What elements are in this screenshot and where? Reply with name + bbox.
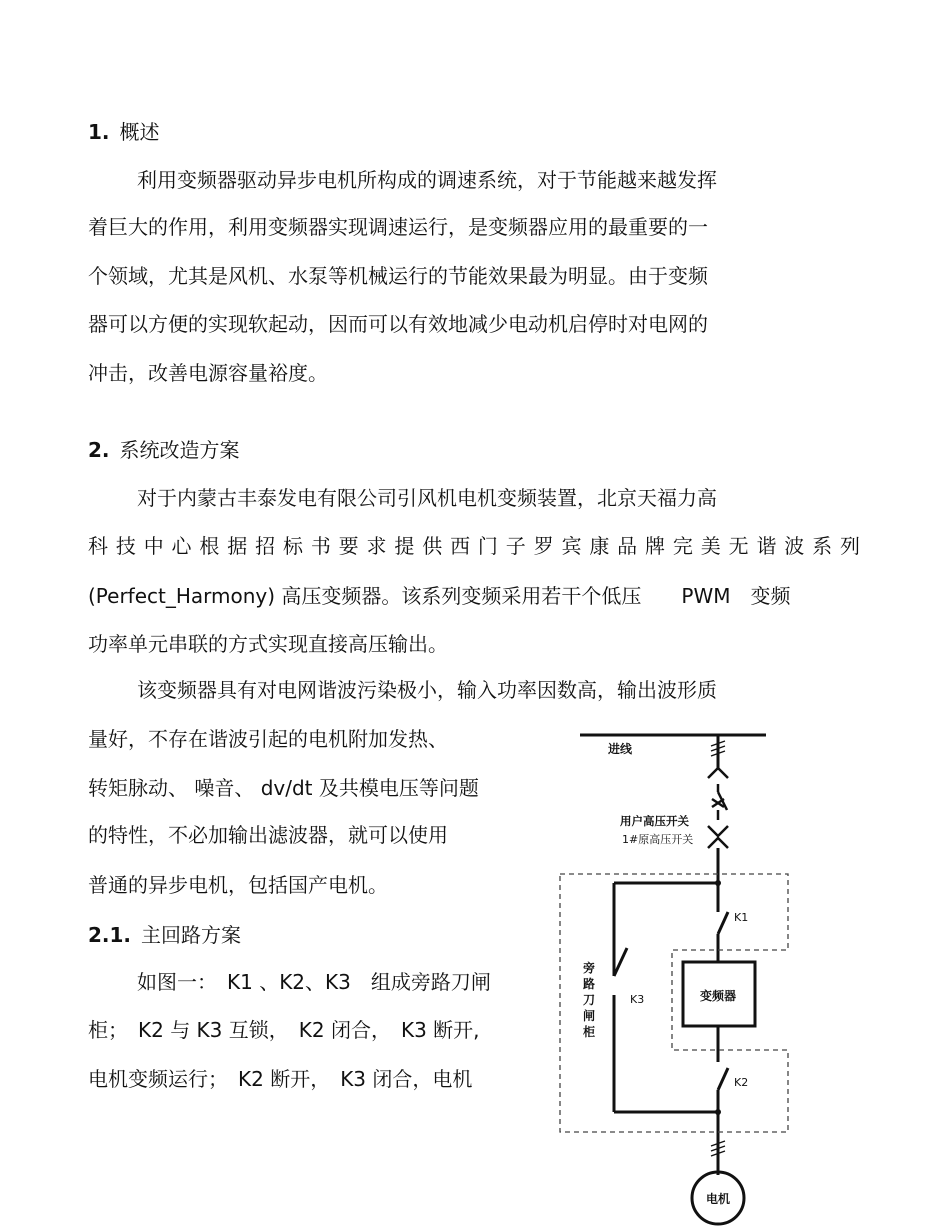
label-motor: 电机 xyxy=(706,1192,731,1206)
plan2-line-4: 的特性，不必加输出滤波器，就可以使用 xyxy=(88,823,448,847)
k1-switch-blade xyxy=(718,912,728,934)
overview-line-4: 器可以方便的实现软起动，因而可以有效地减少电动机启停时对电网的 xyxy=(88,312,708,336)
junction-dot xyxy=(715,1109,721,1115)
plan1-line-4: 功率单元串联的方式实现直接高压输出。 xyxy=(88,632,448,656)
section-heading-overview xyxy=(88,120,160,144)
label-k2: K2 xyxy=(734,1076,749,1089)
section-number: 1. xyxy=(88,120,110,144)
section-title: 系统改造方案 xyxy=(119,438,240,462)
plan2-line-5: 普通的异步电机，包括国产电机。 xyxy=(88,873,388,897)
main-circuit-line-1: 如图一： K1 、K2、K3 组成旁路刀闸 xyxy=(137,970,491,994)
plan1-line-3: (Perfect_Harmony) 高压变频器。该系列变频采用若干个低压 PWM 变频 xyxy=(88,584,791,608)
overview-line-5: 冲击，改善电源容量裕度。 xyxy=(88,361,328,385)
plan2-line-2: 量好，不存在谐波引起的电机附加发热、 xyxy=(88,727,448,751)
plan1-line-1: 对于内蒙古丰泰发电有限公司引风机电机变频装置，北京天福力高 xyxy=(137,486,717,510)
overview-line-1: 利用变频器驱动异步电机所构成的调速系统，对于节能越来越发挥 xyxy=(137,168,717,192)
section-number: 2.1. xyxy=(88,923,132,947)
plan1-line-2: 科 技 中 心 根 据 招 标 书 要 求 提 供 西 门 子 罗 宾 康 品 牌 完 美 无 谐 波 系 列 xyxy=(88,534,860,558)
three-phase-mark xyxy=(711,1141,725,1156)
plan2-line-1: 该变频器具有对电网谐波污染极小，输入功率因数高，输出波形质 xyxy=(137,678,717,702)
three-phase-mark xyxy=(711,741,725,756)
label-k1: K1 xyxy=(734,911,749,924)
main-circuit-line-3: 电机变频运行； K2 断开， K3 闭合，电机 xyxy=(88,1067,473,1091)
main-circuit-line-2: 柜； K2 与 K3 互锁， K2 闭合， K3 断开, xyxy=(88,1018,480,1042)
section-number: 2. xyxy=(88,438,110,462)
section-title: 概述 xyxy=(119,120,160,144)
disconnect-contact-upper xyxy=(708,768,728,848)
label-incoming-line: 进线 xyxy=(608,742,633,756)
section-title: 主回路方案 xyxy=(141,923,242,947)
label-k3: K3 xyxy=(630,993,645,1006)
overview-line-2: 着巨大的作用，利用变频器实现调速运行，是变频器应用的最重要的一 xyxy=(88,215,708,239)
plan2-line-3: 转矩脉动、 噪音、 dv/dt 及共模电压等问题 xyxy=(88,776,479,800)
k3-switch-blade xyxy=(614,948,627,976)
overview-line-3: 个领域，尤其是风机、水泵等机械运行的节能效果最为明显。由于变频 xyxy=(88,264,708,288)
section-heading-main-circuit xyxy=(88,923,241,947)
k2-switch-blade xyxy=(718,1068,728,1090)
label-inverter: 变频器 xyxy=(700,989,737,1003)
junction-dot xyxy=(715,880,721,886)
circuit-diagram xyxy=(548,720,848,1230)
label-user-switch: 用户高压开关 xyxy=(620,814,689,828)
section-heading-plan xyxy=(88,438,240,462)
label-original-switch: 1#原高压开关 xyxy=(622,833,694,846)
label-bypass-cabinet: 旁路刀闸柜 xyxy=(583,961,596,1039)
